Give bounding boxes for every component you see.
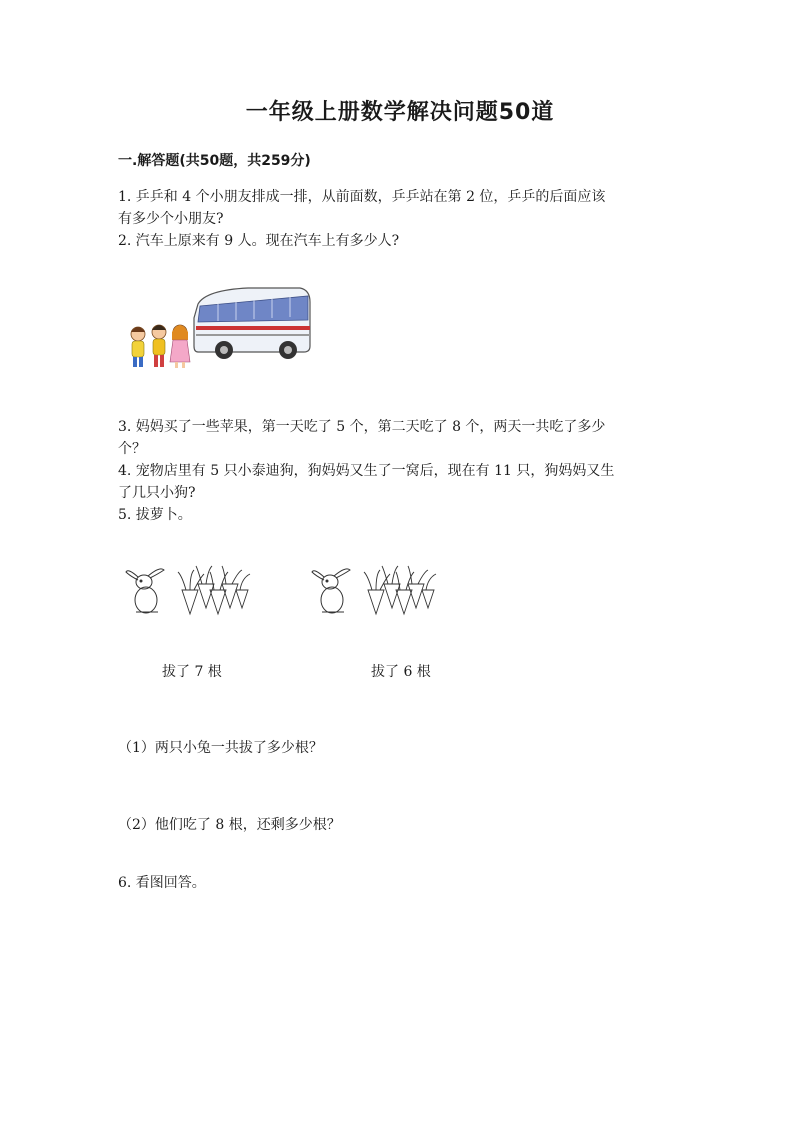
subquestion-1 xyxy=(118,737,678,759)
question-1 xyxy=(118,186,678,230)
question-3-line-1: 3. 妈妈买了一些苹果，第一天吃了 5 个，第二天吃了 8 个，两天一共吃了多少 xyxy=(118,419,606,435)
question-3 xyxy=(118,416,678,460)
page-title: 一年级上册数学解决问题50道 xyxy=(245,100,555,125)
question-2-line-1: 2. 汽车上原来有 9 人。现在汽车上有多少人? xyxy=(118,233,400,249)
question-6 xyxy=(118,872,678,894)
children-and-bus-illustration xyxy=(128,282,314,376)
question-3-line-2: 个？ xyxy=(118,441,146,457)
caption-left: 拔了 7 根 xyxy=(162,664,222,680)
question-4-line-2: 了几只小狗? xyxy=(118,485,196,501)
caption-right: 拔了 6 根 xyxy=(371,664,431,680)
section-heading: 一.解答题(共50题，共259分) xyxy=(118,153,311,169)
rabbit-with-carrots-left xyxy=(124,560,254,620)
subquestion-2-text: （2）他们吃了 8 根，还剩多少根？ xyxy=(118,817,341,833)
children-icon xyxy=(131,325,190,368)
rabbit-with-carrots-right xyxy=(310,560,440,620)
bus-icon xyxy=(194,288,310,359)
question-5 xyxy=(118,504,678,526)
question-2 xyxy=(118,230,678,252)
subquestion-1-text: （1）两只小兔一共拔了多少根？ xyxy=(118,740,323,756)
question-4 xyxy=(118,460,678,504)
question-6-line-1: 6. 看图回答。 xyxy=(118,875,206,891)
subquestion-2 xyxy=(118,814,678,836)
question-5-line-1: 5. 拔萝卜。 xyxy=(118,507,192,523)
question-1-line-2: 有多少个小朋友? xyxy=(118,211,224,227)
question-1-line-1: 1. 乒乒和 4 个小朋友排成一排，从前面数，乒乒站在第 2 位，乒乒的后面应该 xyxy=(118,189,606,205)
question-4-line-1: 4. 宠物店里有 5 只小泰迪狗，狗妈妈又生了一窝后，现在有 11 只，狗妈妈又生 xyxy=(118,463,615,479)
